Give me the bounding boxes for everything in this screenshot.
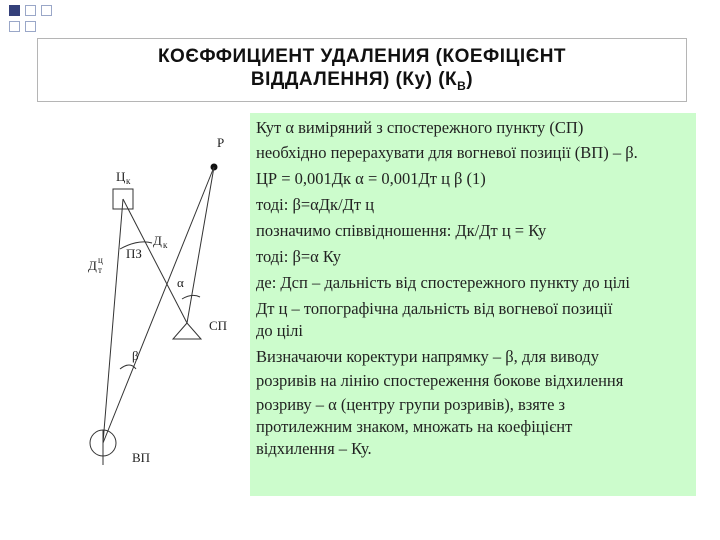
label-dk: Д (153, 233, 162, 248)
text-line: розриву – α (центру групи розривів), взяте з (256, 395, 566, 414)
geometry-diagram (70, 125, 250, 475)
title-subscript: В (457, 78, 467, 93)
title-line-2 (38, 69, 686, 93)
line-sp-to-target (187, 167, 214, 323)
label-dt-sub: т (98, 265, 102, 275)
label-sp: СП (209, 318, 228, 333)
observation-post-triangle (173, 323, 201, 339)
label-ck-sub: к (126, 176, 131, 186)
label-alpha: α (177, 275, 184, 290)
text-line: протилежним знаком, множать на коефіцієнт (256, 417, 573, 436)
line-sp-to-square (123, 199, 187, 323)
text-line: тоді: β=αДк/Дт ц (256, 195, 375, 214)
label-dt: Д (88, 258, 97, 273)
decor-square (9, 5, 20, 16)
label-target-p: Р (217, 135, 225, 150)
text-line: до цілі (256, 321, 304, 340)
text-line: необхідно перерахувати для вогневої позиції (ВП) – β. (256, 143, 638, 162)
title-line-1: КОЄФФИЦИЕНТ УДАЛЕНИЯ (КОЕФІЦІЄНТ (157, 46, 567, 67)
decor-square (25, 5, 36, 16)
title-line-2-text: ВІДДАЛЕННЯ) (Ку) (К (250, 69, 458, 90)
text-line: розривів на лінію спостереження бокове відхилення (256, 371, 624, 390)
text-panel (250, 113, 696, 496)
title-box (37, 38, 687, 102)
label-dt-sup: ц (98, 255, 103, 265)
decor-square (25, 21, 36, 32)
text-line: тоді: β=α Ку (256, 247, 341, 266)
text-line: ЦР = 0,001Дк α = 0,001Дт ц β (1) (256, 169, 486, 188)
text-line: відхилення – Ку. (256, 439, 372, 458)
label-dk-sub: к (163, 240, 168, 250)
decor-square (41, 5, 52, 16)
text-line: Визначаючи коректури напрямку – β, для виводу (256, 347, 599, 366)
label-pz: ПЗ (126, 246, 142, 261)
text-line: Кут α виміряний з спостережного пункту (СП) (256, 118, 584, 137)
label-beta: β (132, 348, 139, 363)
line-vp-to-square (103, 199, 123, 443)
decor-square (9, 21, 20, 32)
title-line-2-end: ) (466, 69, 474, 90)
label-vp: ВП (132, 450, 151, 465)
text-line: де: Дсп – дальність від спостережного пункту до цілі (256, 273, 630, 292)
text-line: позначимо співвідношення: Дк/Дт ц = Ку (256, 221, 547, 240)
text-line: Дт ц – топографічна дальність від вогневої позиції (256, 299, 613, 318)
line-vp-to-target (103, 167, 214, 443)
label-ck: Ц (116, 169, 126, 184)
